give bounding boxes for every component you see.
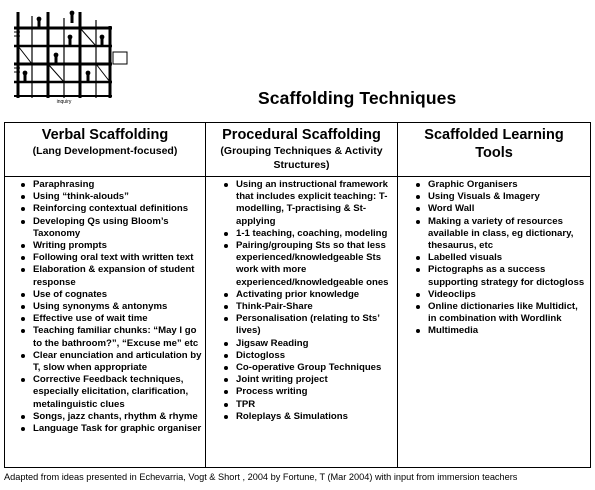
list-item: Using synonyms & antonyms (33, 301, 203, 313)
column-heading: Scaffolded Learning Tools (424, 127, 564, 161)
list-item: Jigsaw Reading (236, 338, 395, 350)
column-subheading: (Grouping Techniques & Activity Structures) (220, 145, 383, 171)
list-item: Developing Qs using Bloom’s Taxonomy (33, 216, 203, 240)
list-item: Paraphrasing (33, 179, 203, 191)
list-item: Labelled visuals (428, 252, 586, 264)
list-item: Corrective Feedback techniques, especially elicitation, clarification, metalinguistic clues (33, 374, 203, 411)
column-header (206, 126, 397, 172)
technique-list (398, 179, 590, 338)
list-item: Dictogloss (236, 350, 395, 362)
list-item: 1-1 teaching, coaching, modeling (236, 228, 395, 240)
list-item: Activating prior knowledge (236, 289, 395, 301)
technique-list (5, 179, 205, 435)
scaffolding-table (4, 122, 591, 468)
list-item: Graphic Organisers (428, 179, 586, 191)
column-procedural-scaffolding (205, 123, 397, 467)
list-item: Teaching familiar chunks: “May I go to the bathroom?”, “Excuse me” etc (33, 325, 203, 349)
list-item: Personalisation (relating to Sts’ lives) (236, 313, 395, 337)
list-item: Pictographs as a success supporting strategy for dictogloss (428, 264, 585, 288)
list-item: Effective use of wait time (33, 313, 203, 325)
list-item: Songs, jazz chants, rhythm & rhyme (33, 411, 203, 423)
list-item: Co-operative Group Techniques (236, 362, 395, 374)
list-item: Using Visuals & Imagery (428, 191, 586, 203)
list-item: Using an instructional framework that includes explicit teaching: T-modelling, T-practising & St-applying (236, 179, 395, 228)
list-item: Online dictionaries like Multidict, in combination with Wordlink (428, 301, 586, 325)
column-scaffolded-learning-tools (397, 123, 590, 467)
list-item: Joint writing project (236, 374, 395, 386)
list-item: Videoclips (428, 289, 586, 301)
list-item: Think-Pair-Share (236, 301, 395, 313)
list-item: Process writing (236, 386, 395, 398)
column-subheading: (Lang Development-focused) (32, 145, 178, 157)
source-credit: Adapted from ideas presented in Echevarria, Vogt & Short , 2004 by Fortune, T (Mar 2004) with input from immersion teachers (4, 472, 518, 482)
column-heading: Verbal Scaffolding (41, 127, 169, 143)
list-item: Using “think-alouds” (33, 191, 203, 203)
list-item: TPR (236, 399, 395, 411)
column-heading: Procedural Scaffolding (222, 127, 381, 143)
list-item: Word Wall (428, 203, 586, 215)
column-header (5, 126, 205, 158)
list-item: Language Task for graphic organiser (33, 423, 202, 435)
scaffolding-logo (12, 6, 130, 104)
list-item: Clear enunciation and articulation by T, slow when appropriate (33, 349, 202, 374)
column-verbal-scaffolding (5, 123, 205, 467)
list-item: Multimedia (428, 325, 586, 337)
list-item: Use of cognates (33, 289, 203, 301)
list-item: Writing prompts (33, 240, 203, 252)
list-item: Reinforcing contextual definitions (33, 203, 203, 215)
logo-caption: inquiry (56, 99, 72, 104)
list-item: Following oral text with written text (33, 252, 203, 264)
list-item: Elaboration & expansion of student response (33, 264, 203, 288)
list-item: Roleplays & Simulations (236, 411, 395, 423)
list-item: Pairing/grouping Sts so that less experienced/knowledgeable Sts work with more experienced/knowledgeable ones (236, 240, 395, 289)
column-header (408, 126, 580, 162)
technique-list (206, 179, 397, 423)
list-item: Making a variety of resources available in class, eg dictionary, thesaurus, etc (428, 216, 586, 253)
page-title: Scaffolding Techniques (258, 88, 457, 108)
